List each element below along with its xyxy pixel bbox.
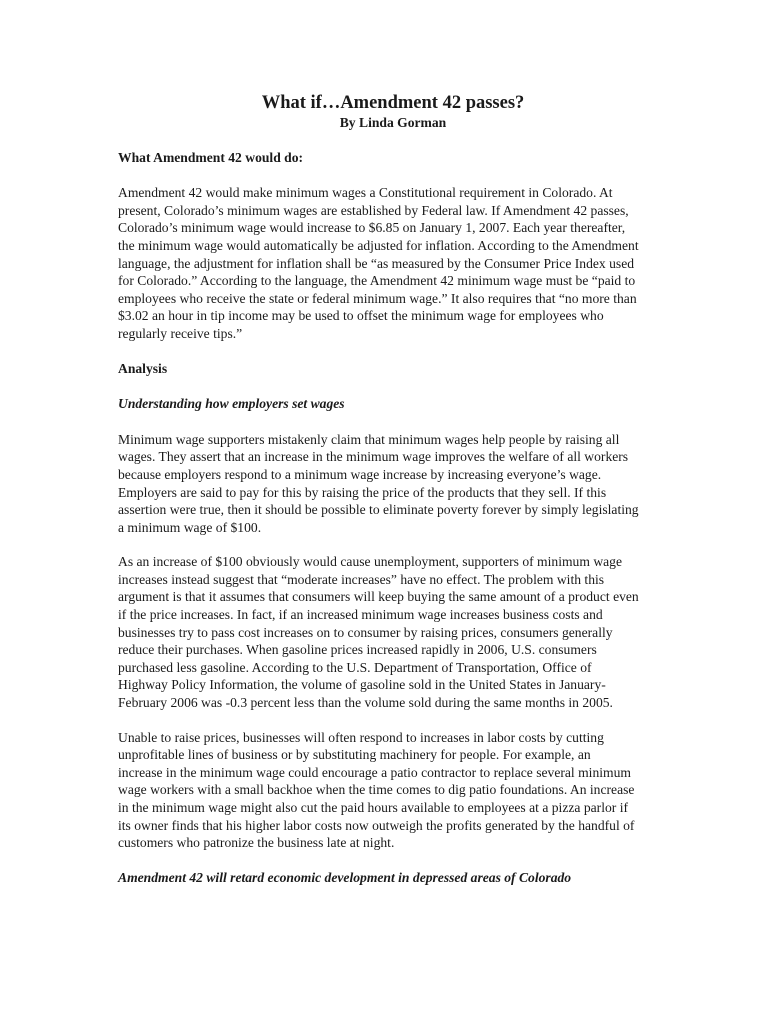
text-line: purchased less gasoline. According to the U.S. Department of Transportation, Office of <box>118 659 592 675</box>
text-line: Employers are said to pay for this by raising the price of the products that they sell. If this <box>118 484 607 500</box>
text-line: in the minimum wage might also cut the paid hours available to employees at a pizza parlor if <box>118 800 628 815</box>
text-line: Unable to raise prices, businesses will often respond to increases in labor costs by cutting <box>118 729 604 745</box>
text-line: for Colorado.” According to the language, the Amendment 42 minimum wage must be “paid to <box>118 273 636 289</box>
paragraph-supporters-claim <box>118 431 668 537</box>
text-line: increase in the minimum wage could encourage a patio contractor to replace several minimum <box>118 764 631 780</box>
text-line: wages. They assert that an increase in the minimum wage improves the welfare of all workers <box>118 449 629 465</box>
text-line: As an increase of $100 obviously would cause unemployment, supporters of minimum wage <box>118 554 623 570</box>
subsection-heading-economic-development: Amendment 42 will retard economic development in depressed areas of Colorado <box>118 869 572 885</box>
text-line: language, the adjustment for inflation shall be “as measured by the Consumer Price Index used <box>118 255 635 271</box>
text-line: customers who patronize the business late at night. <box>118 835 395 851</box>
document-byline: By Linda Gorman <box>339 115 447 130</box>
text-line: assertion were true, then it should be possible to eliminate poverty forever by simply legislating <box>118 502 639 518</box>
text-line: if the price increases. In fact, if an increased minimum wage increases business costs and <box>118 607 603 623</box>
text-line: wage workers with a small backhoe when the time comes to dig patio foundations. An increase <box>118 782 635 798</box>
section-heading-analysis: Analysis <box>118 360 168 376</box>
text-line: argument is that it assumes that consumers will keep buying the same amount of a product even <box>118 589 639 605</box>
subsection-heading-employers-set-wages: Understanding how employers set wages <box>118 396 345 412</box>
text-line: its owner finds that his higher labor costs now outweigh the profits generated by the handful of <box>118 817 635 833</box>
text-line: a minimum wage of $100. <box>118 519 262 535</box>
text-line: regularly receive tips.” <box>118 325 243 341</box>
text-line: increases instead suggest that “moderate increases” have no effect. The problem with this <box>118 571 605 587</box>
text-line: because employers respond to a minimum wage increase by increasing everyone’s wage. <box>118 466 602 482</box>
paragraph-labor-costs <box>118 729 668 852</box>
text-line: businesses try to pass cost increases on to consumer by raising prices, consumers generally <box>118 624 613 640</box>
text-line: $3.02 an hour in tip income may be used to offset the minimum wage for employees who <box>118 308 604 324</box>
text-line: Amendment 42 would make minimum wages a Constitutional requirement in Colorado. At <box>118 185 613 201</box>
text-line: the minimum wage would automatically be adjusted for inflation. According to the Amendment <box>118 237 639 253</box>
document-title: What if…Amendment 42 passes? <box>261 93 525 113</box>
text-line: employees who receive the state or federal minimum wage.” It also requires that “no more than <box>118 290 637 306</box>
text-line: reduce their purchases. When gasoline prices increased rapidly in 2006, U.S. consumers <box>118 642 597 658</box>
text-line: unprofitable lines of business or by substituting machinery for people. For example, an <box>118 747 591 763</box>
section-heading-what-amendment-would-do: What Amendment 42 would do: <box>118 149 304 165</box>
text-line: February 2006 was -0.3 percent less than the volume sold during the same months in 2005. <box>118 695 613 711</box>
paragraph-amendment-summary <box>118 184 668 342</box>
paragraph-moderate-increases <box>118 553 668 711</box>
text-line: present, Colorado’s minimum wages are established by Federal law. If Amendment 42 passes, <box>118 202 629 218</box>
text-line: Colorado’s minimum wage would increase to $6.85 on January 1, 2007. Each year thereafter, <box>118 220 626 236</box>
text-line: Highway Policy Information, the volume of gasoline sold in the United States in January- <box>118 677 606 693</box>
text-line: Minimum wage supporters mistakenly claim that minimum wages help people by raising all <box>118 431 620 447</box>
